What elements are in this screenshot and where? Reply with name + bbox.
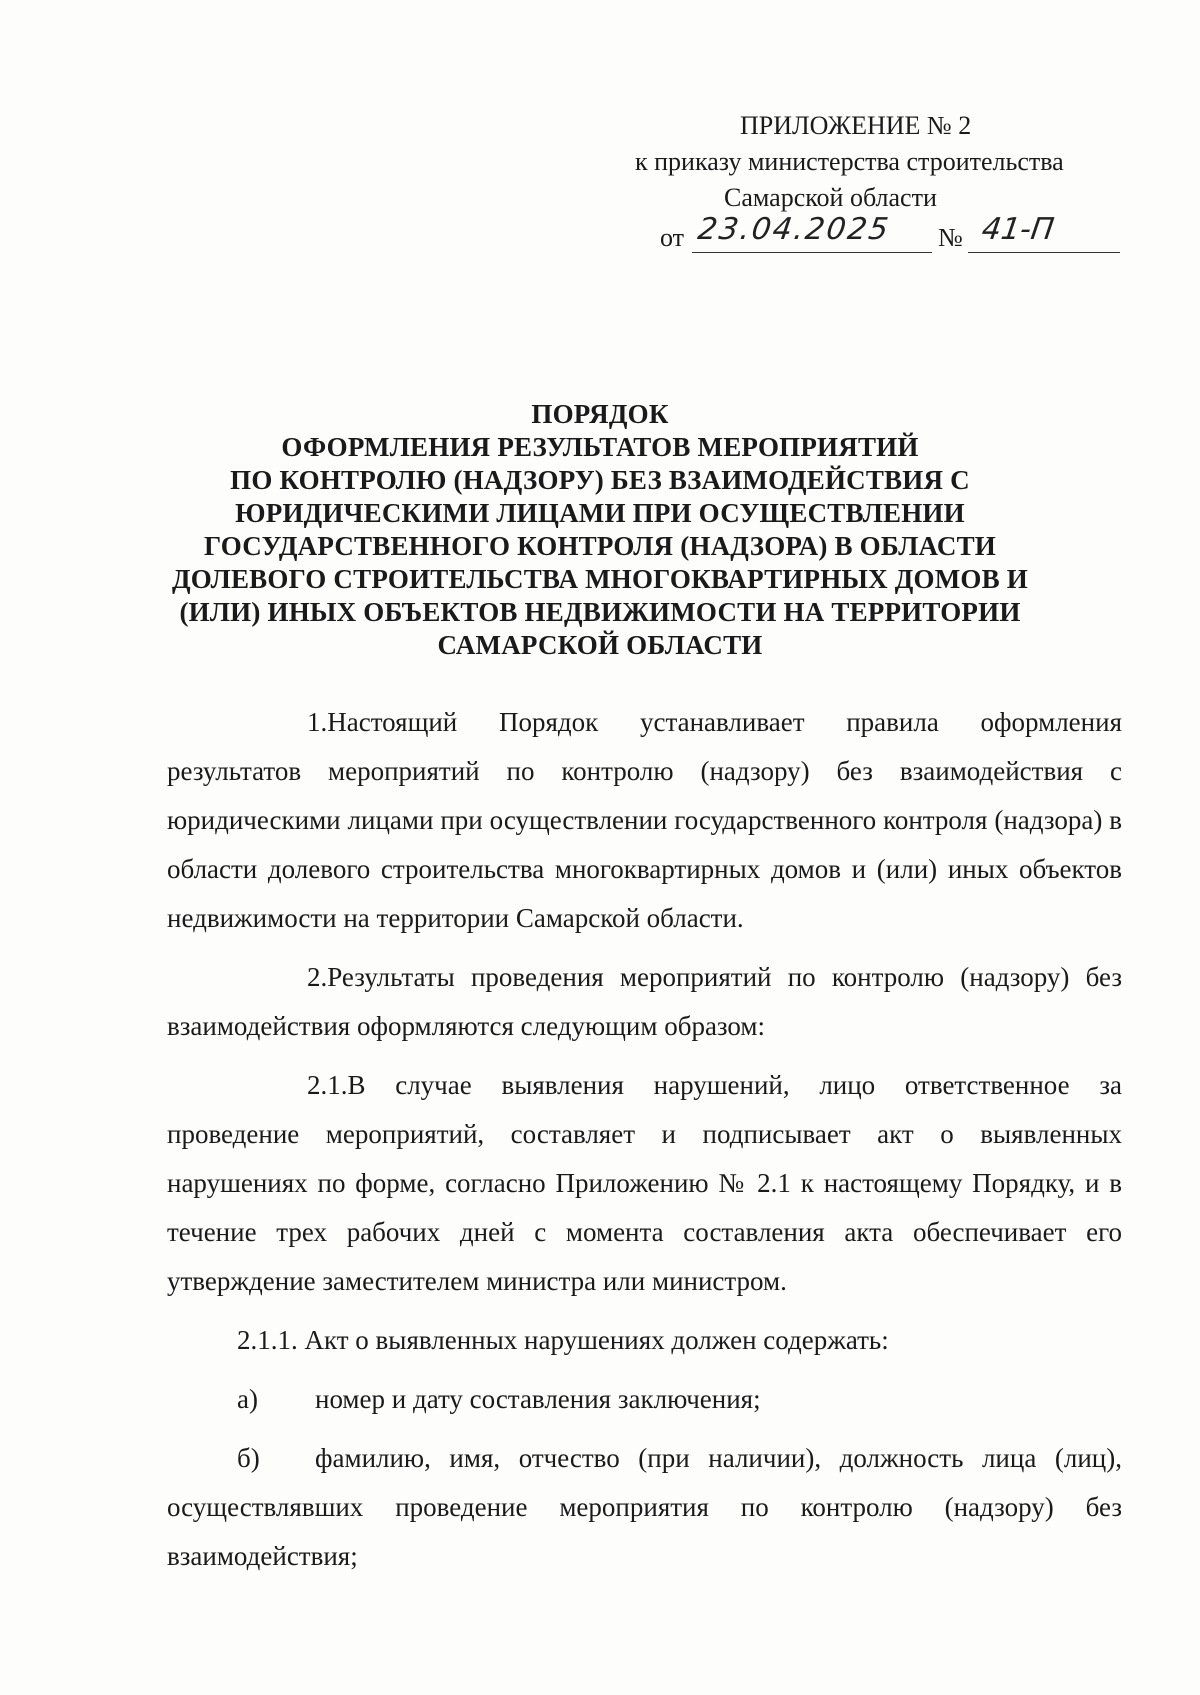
- number-underline: [968, 252, 1120, 253]
- title-line: ПО КОНТРОЛЮ (НАДЗОРУ) БЕЗ ВЗАИМОДЕЙСТВИЯ С: [230, 465, 970, 495]
- paragraph-number: 2.1.: [307, 1070, 348, 1100]
- handwritten-number: 41-П: [979, 212, 1057, 247]
- paragraph-text: 2.1.1. Акт о выявленных нарушениях должен содержать:: [237, 1325, 889, 1355]
- list-marker: б): [237, 1443, 260, 1473]
- paragraph-2-1: [167, 1061, 1122, 1306]
- title-line: ГОСУДАРСТВЕННОГО КОНТРОЛЯ (НАДЗОРА) В ОБЛАСТИ: [203, 531, 996, 561]
- title-line: (ИЛИ) ИНЫХ ОБЪЕКТОВ НЕДВИЖИМОСТИ НА ТЕРРИТОРИИ: [179, 597, 1021, 627]
- paragraph-2: [167, 953, 1122, 1051]
- appendix-title: ПРИЛОЖЕНИЕ № 2: [740, 111, 972, 140]
- paragraph-text: В случае выявления нарушений, лицо ответственное за проведение мероприятий, составляет и подписывает акт о выявленных нарушениях по форме, согласно Приложению № 2.1 к настоящему Порядку, и в течение трех рабочих дней с момента составления акта обеспечивает его утверждение заместителем министра или министром.: [167, 1070, 1122, 1296]
- list-item-text: фамилию, имя, отчество (при наличии), должность лица (лиц), осуществлявших проведение мероприятия по контролю (надзору) без взаимодействия;: [167, 1443, 1122, 1571]
- paragraph-2-1-1: [167, 1316, 1122, 1365]
- list-item-text: номер и дату составления заключения;: [315, 1384, 761, 1414]
- list-marker: а): [237, 1384, 258, 1414]
- order-reference: к приказу министерства строительства: [635, 147, 1064, 176]
- paragraph-number: 1.: [307, 707, 328, 737]
- date-underline: [692, 252, 932, 253]
- handwritten-date: 23.04.2025: [695, 212, 893, 247]
- from-label: от: [660, 223, 685, 252]
- paragraph-number: 2.: [307, 962, 328, 992]
- document-body: [167, 698, 1122, 1591]
- paragraph-1: [167, 698, 1122, 943]
- list-item-a: [237, 1375, 1122, 1424]
- title-line: САМАРСКОЙ ОБЛАСТИ: [437, 630, 763, 660]
- title-line: ЮРИДИЧЕСКИМИ ЛИЦАМИ ПРИ ОСУЩЕСТВЛЕНИИ: [235, 498, 965, 528]
- paragraph-text: Настоящий Порядок устанавливает правила оформления результатов мероприятий по контролю (надзору) без взаимодействия с юридическими лицами при осуществлении государственного контроля (надзора) в области долевого строительства многоквартирных домов и (или) иных объектов недвижимости на территории Самарской области.: [167, 707, 1122, 933]
- title-line: ДОЛЕВОГО СТРОИТЕЛЬСТВА МНОГОКВАРТИРНЫХ ДОМОВ И: [172, 564, 1028, 594]
- title-line: ОФОРМЛЕНИЯ РЕЗУЛЬТАТОВ МЕРОПРИЯТИЙ: [281, 432, 919, 462]
- document-title: [150, 398, 1050, 662]
- list-item-b: [167, 1434, 1122, 1581]
- title-line: ПОРЯДОК: [531, 399, 669, 429]
- paragraph-text: Результаты проведения мероприятий по контролю (надзору) без взаимодействия оформляются следующим образом:: [167, 962, 1122, 1041]
- order-date-number-row: [660, 212, 1120, 256]
- number-label: №: [938, 223, 963, 252]
- region-name: Самарской области: [724, 183, 937, 212]
